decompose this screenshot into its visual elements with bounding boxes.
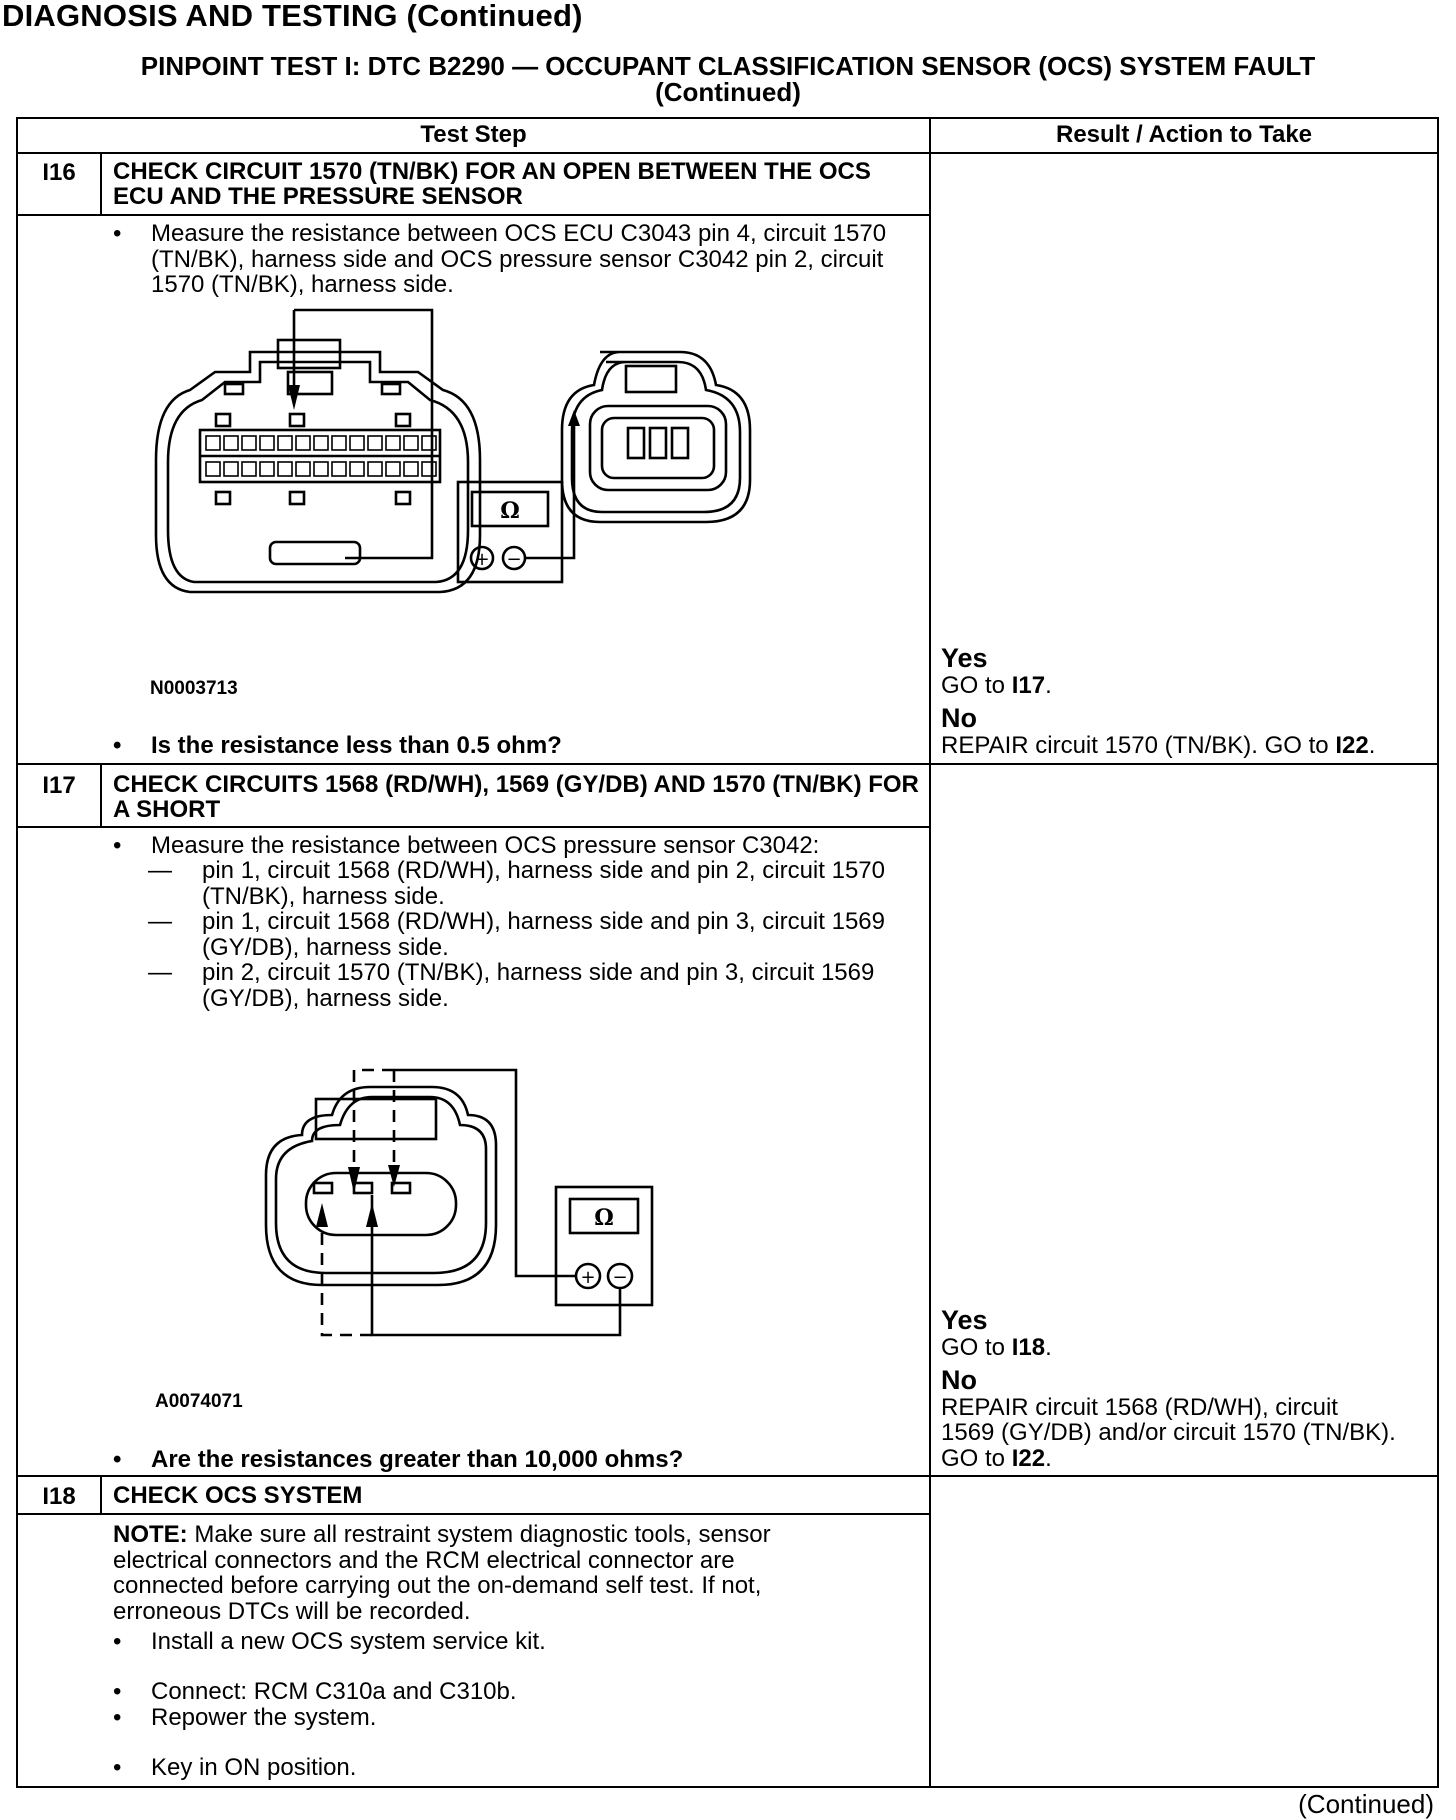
question-text: Are the resistances greater than 10,000 ohms? — [151, 1446, 684, 1473]
yes-action — [941, 1334, 1052, 1361]
no-action-line: 1569 (GY/DB) and/or circuit 1570 (TN/BK). — [941, 1419, 1396, 1446]
step-i17-title-underline — [16, 826, 930, 828]
note-text: Make sure all restraint system diagnostic tools, sensor electrical connectors and the RCM electrical connector are connected before carrying out the on-demand self test. If not, erroneous DTCs will be recorded. — [113, 1521, 771, 1625]
yes-action-text: GO to — [941, 1334, 1012, 1361]
punct: . — [1368, 731, 1376, 759]
step-i17-id-divider — [100, 764, 102, 827]
pressure-sensor-connector-body — [266, 1087, 496, 1285]
dash: — — [148, 908, 172, 935]
yes-action — [941, 672, 1052, 699]
probe-arrow — [316, 1203, 328, 1227]
dash: — — [148, 959, 172, 986]
no-action-text: GO to — [941, 1444, 1012, 1472]
probe-arrow — [348, 1167, 360, 1193]
bullet: • — [113, 832, 122, 859]
dash: — — [148, 857, 172, 884]
step-title: CHECK CIRCUIT 1570 (TN/BK) FOR AN OPEN BETWEEN THE OCS ECU AND THE PRESSURE SENSOR — [113, 158, 871, 210]
pinpoint-test-title: PINPOINT TEST I: DTC B2290 — OCCUPANT CLASSIFICATION SENSOR (OCS) SYSTEM FAULT — [140, 51, 1316, 81]
step-id: I16 — [42, 159, 76, 186]
step-i16-title-underline — [16, 214, 930, 216]
bullet: • — [113, 1446, 122, 1473]
pressure-sensor-short-test-diagram — [262, 1075, 662, 1355]
bullet: • — [113, 1704, 122, 1731]
no-action — [941, 1445, 1052, 1472]
no-action-line: REPAIR circuit 1568 (RD/WH), circuit — [941, 1393, 1338, 1421]
negative-terminal-label: − — [506, 549, 522, 570]
no-label: No — [941, 1364, 977, 1395]
bullet: • — [113, 220, 122, 247]
note-label: NOTE: — [113, 1521, 188, 1548]
instruction-text: Key in ON position. — [151, 1754, 357, 1781]
column-divider — [929, 117, 931, 1788]
bullet: • — [113, 1678, 122, 1705]
bullet: • — [113, 1628, 122, 1655]
instruction-text: Measure the resistance between OCS pressure sensor C3042: — [151, 832, 820, 859]
step-i18-separator — [16, 1475, 1439, 1477]
pinpoint-test-continued: (Continued) — [655, 77, 801, 107]
punct: . — [1045, 1444, 1052, 1472]
step-ref-link[interactable]: I22 — [1011, 1444, 1046, 1472]
sub-instruction-text: pin 2, circuit 1570 (TN/BK), harness side and pin 3, circuit 1569 (GY/DB), harness side. — [202, 959, 875, 1012]
negative-terminal-label: − — [612, 1267, 628, 1288]
no-action-text: REPAIR circuit 1570 (TN/BK). GO to — [941, 731, 1336, 759]
bullet: • — [113, 1754, 122, 1781]
no-label: No — [941, 702, 977, 733]
note-paragraph — [113, 1522, 843, 1624]
bullet: • — [113, 732, 122, 759]
punct: . — [1045, 672, 1052, 699]
ohm-symbol: Ω — [594, 1205, 614, 1231]
step-i17-separator — [16, 763, 1439, 765]
sub-instruction-text: pin 1, circuit 1568 (RD/WH), harness side and pin 3, circuit 1569 (GY/DB), harness side. — [202, 908, 885, 961]
ocs-ecu-to-pressure-sensor-diagram — [150, 330, 710, 690]
instruction-text: Install a new OCS system service kit. — [151, 1628, 546, 1655]
positive-terminal-label: + — [474, 549, 490, 570]
step-id: I18 — [42, 1483, 76, 1510]
probe-arrow — [366, 1203, 378, 1227]
sub-instruction-text: pin 1, circuit 1568 (RD/WH), harness side and pin 2, circuit 1570 (TN/BK), harness side. — [202, 857, 885, 910]
result-block — [941, 643, 1441, 758]
step-i18-id-divider — [100, 1476, 102, 1514]
step-ref-link[interactable]: I17 — [1011, 672, 1046, 699]
result-block — [941, 1305, 1441, 1471]
positive-terminal-label: + — [580, 1267, 596, 1288]
header-row-divider — [16, 152, 1439, 154]
ohm-symbol: Ω — [500, 498, 520, 524]
figure-code: N0003713 — [150, 678, 238, 699]
step-title: CHECK OCS SYSTEM — [113, 1482, 363, 1509]
yes-label: Yes — [941, 643, 988, 673]
punct: . — [1045, 1334, 1052, 1361]
step-title: CHECK CIRCUITS 1568 (RD/WH), 1569 (GY/DB) AND 1570 (TN/BK) FOR A SHORT — [113, 771, 919, 823]
column-header-result: Result / Action to Take — [1055, 121, 1313, 148]
step-ref-link[interactable]: I18 — [1011, 1334, 1046, 1361]
step-i18-title-underline — [16, 1513, 930, 1515]
instruction-text: Repower the system. — [151, 1704, 377, 1731]
step-id: I17 — [42, 772, 76, 799]
step-ref-link[interactable]: I22 — [1335, 731, 1369, 759]
no-action — [941, 732, 1375, 759]
page-title: DIAGNOSIS AND TESTING (Continued) — [2, 0, 583, 33]
instruction-text: Connect: RCM C310a and C310b. — [151, 1678, 517, 1705]
yes-action-text: GO to — [941, 672, 1012, 699]
probe-arrow — [568, 410, 580, 426]
column-header-test-step: Test Step — [420, 121, 527, 148]
instruction-text: Measure the resistance between OCS ECU C3043 pin 4, circuit 1570 (TN/BK), harness side and OCS pressure sensor C3042 pin 2, circuit 1570 (TN/BK), harness side. — [151, 220, 887, 298]
probe-arrow — [288, 385, 300, 410]
step-i16-id-divider — [100, 152, 102, 215]
figure-code: A0074071 — [155, 1391, 243, 1412]
continued-footer: (Continued) — [1298, 1789, 1434, 1819]
yes-label: Yes — [941, 1305, 988, 1335]
question-text: Is the resistance less than 0.5 ohm? — [151, 732, 562, 759]
